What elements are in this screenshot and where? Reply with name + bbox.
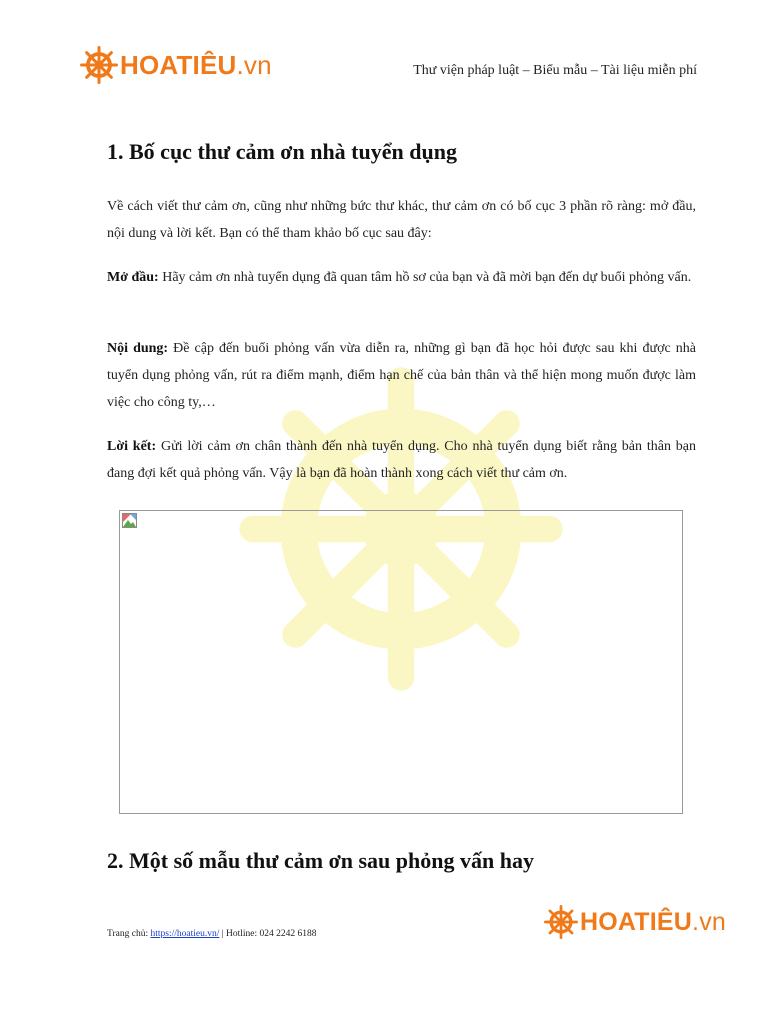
section-heading-2: 2. Một số mẫu thư cảm ơn sau phỏng vấn hay — [107, 848, 534, 873]
footer-hotline: Hotline: 024 2242 6188 — [226, 929, 317, 939]
site-logo[interactable] — [80, 46, 272, 84]
page-footer — [107, 929, 317, 939]
footer-logo-wordmark: HOATIÊU.vn — [580, 907, 726, 936]
footer-home-label: Trang chủ: — [107, 929, 151, 939]
image-placeholder — [119, 510, 683, 814]
footer-separator: | — [219, 929, 226, 939]
loi-ket-text: Gửi lời cảm ơn chân thành đến nhà tuyển dụng. Cho nhà tuyển dụng biết rằng bản thân bạn đang đợi kết quả phỏng vấn. Vậy là bạn đã hoàn thành xong cách viết thư cảm ơn. — [107, 439, 696, 481]
noi-dung-label: Nội dung: — [107, 341, 169, 356]
section-heading-1: 1. Bố cục thư cảm ơn nhà tuyển dụng — [107, 139, 457, 164]
noi-dung-paragraph — [107, 335, 696, 416]
noi-dung-text: Đề cập đến buổi phỏng vấn vừa diễn ra, những gì bạn đã học hỏi được sau khi được nhà tuyển dụng phỏng vấn, rút ra điểm mạnh, điểm hạn chế của bản thân và thể hiện mong muốn được làm việc cho công ty,… — [107, 341, 696, 410]
footer-logo[interactable] — [544, 905, 726, 939]
intro-paragraph: Về cách viết thư cảm ơn, cũng như những bức thư khác, thư cảm ơn có bố cục 3 phần rõ ràng: mở đầu, nội dung và lời kết. Bạn có thể tham khảo bố cục sau đây: — [107, 199, 696, 241]
mo-dau-label: Mở đầu: — [107, 270, 159, 285]
ship-wheel-icon — [80, 46, 118, 84]
mo-dau-text: Hãy cảm ơn nhà tuyển dụng đã quan tâm hồ sơ của bạn và đã mời bạn đến dự buổi phỏng vấn. — [158, 270, 692, 285]
header-tagline: Thư viện pháp luật – Biểu mẫu – Tài liệu miễn phí — [413, 63, 697, 78]
footer-home-link[interactable]: https://hoatieu.vn/ — [150, 929, 220, 939]
logo-wordmark: HOATIÊU.vn — [120, 49, 272, 80]
loi-ket-paragraph — [107, 433, 696, 487]
ship-wheel-icon — [544, 905, 578, 939]
mo-dau-paragraph — [107, 264, 696, 291]
loi-ket-label: Lời kết: — [107, 439, 157, 454]
broken-image-icon — [122, 513, 137, 528]
